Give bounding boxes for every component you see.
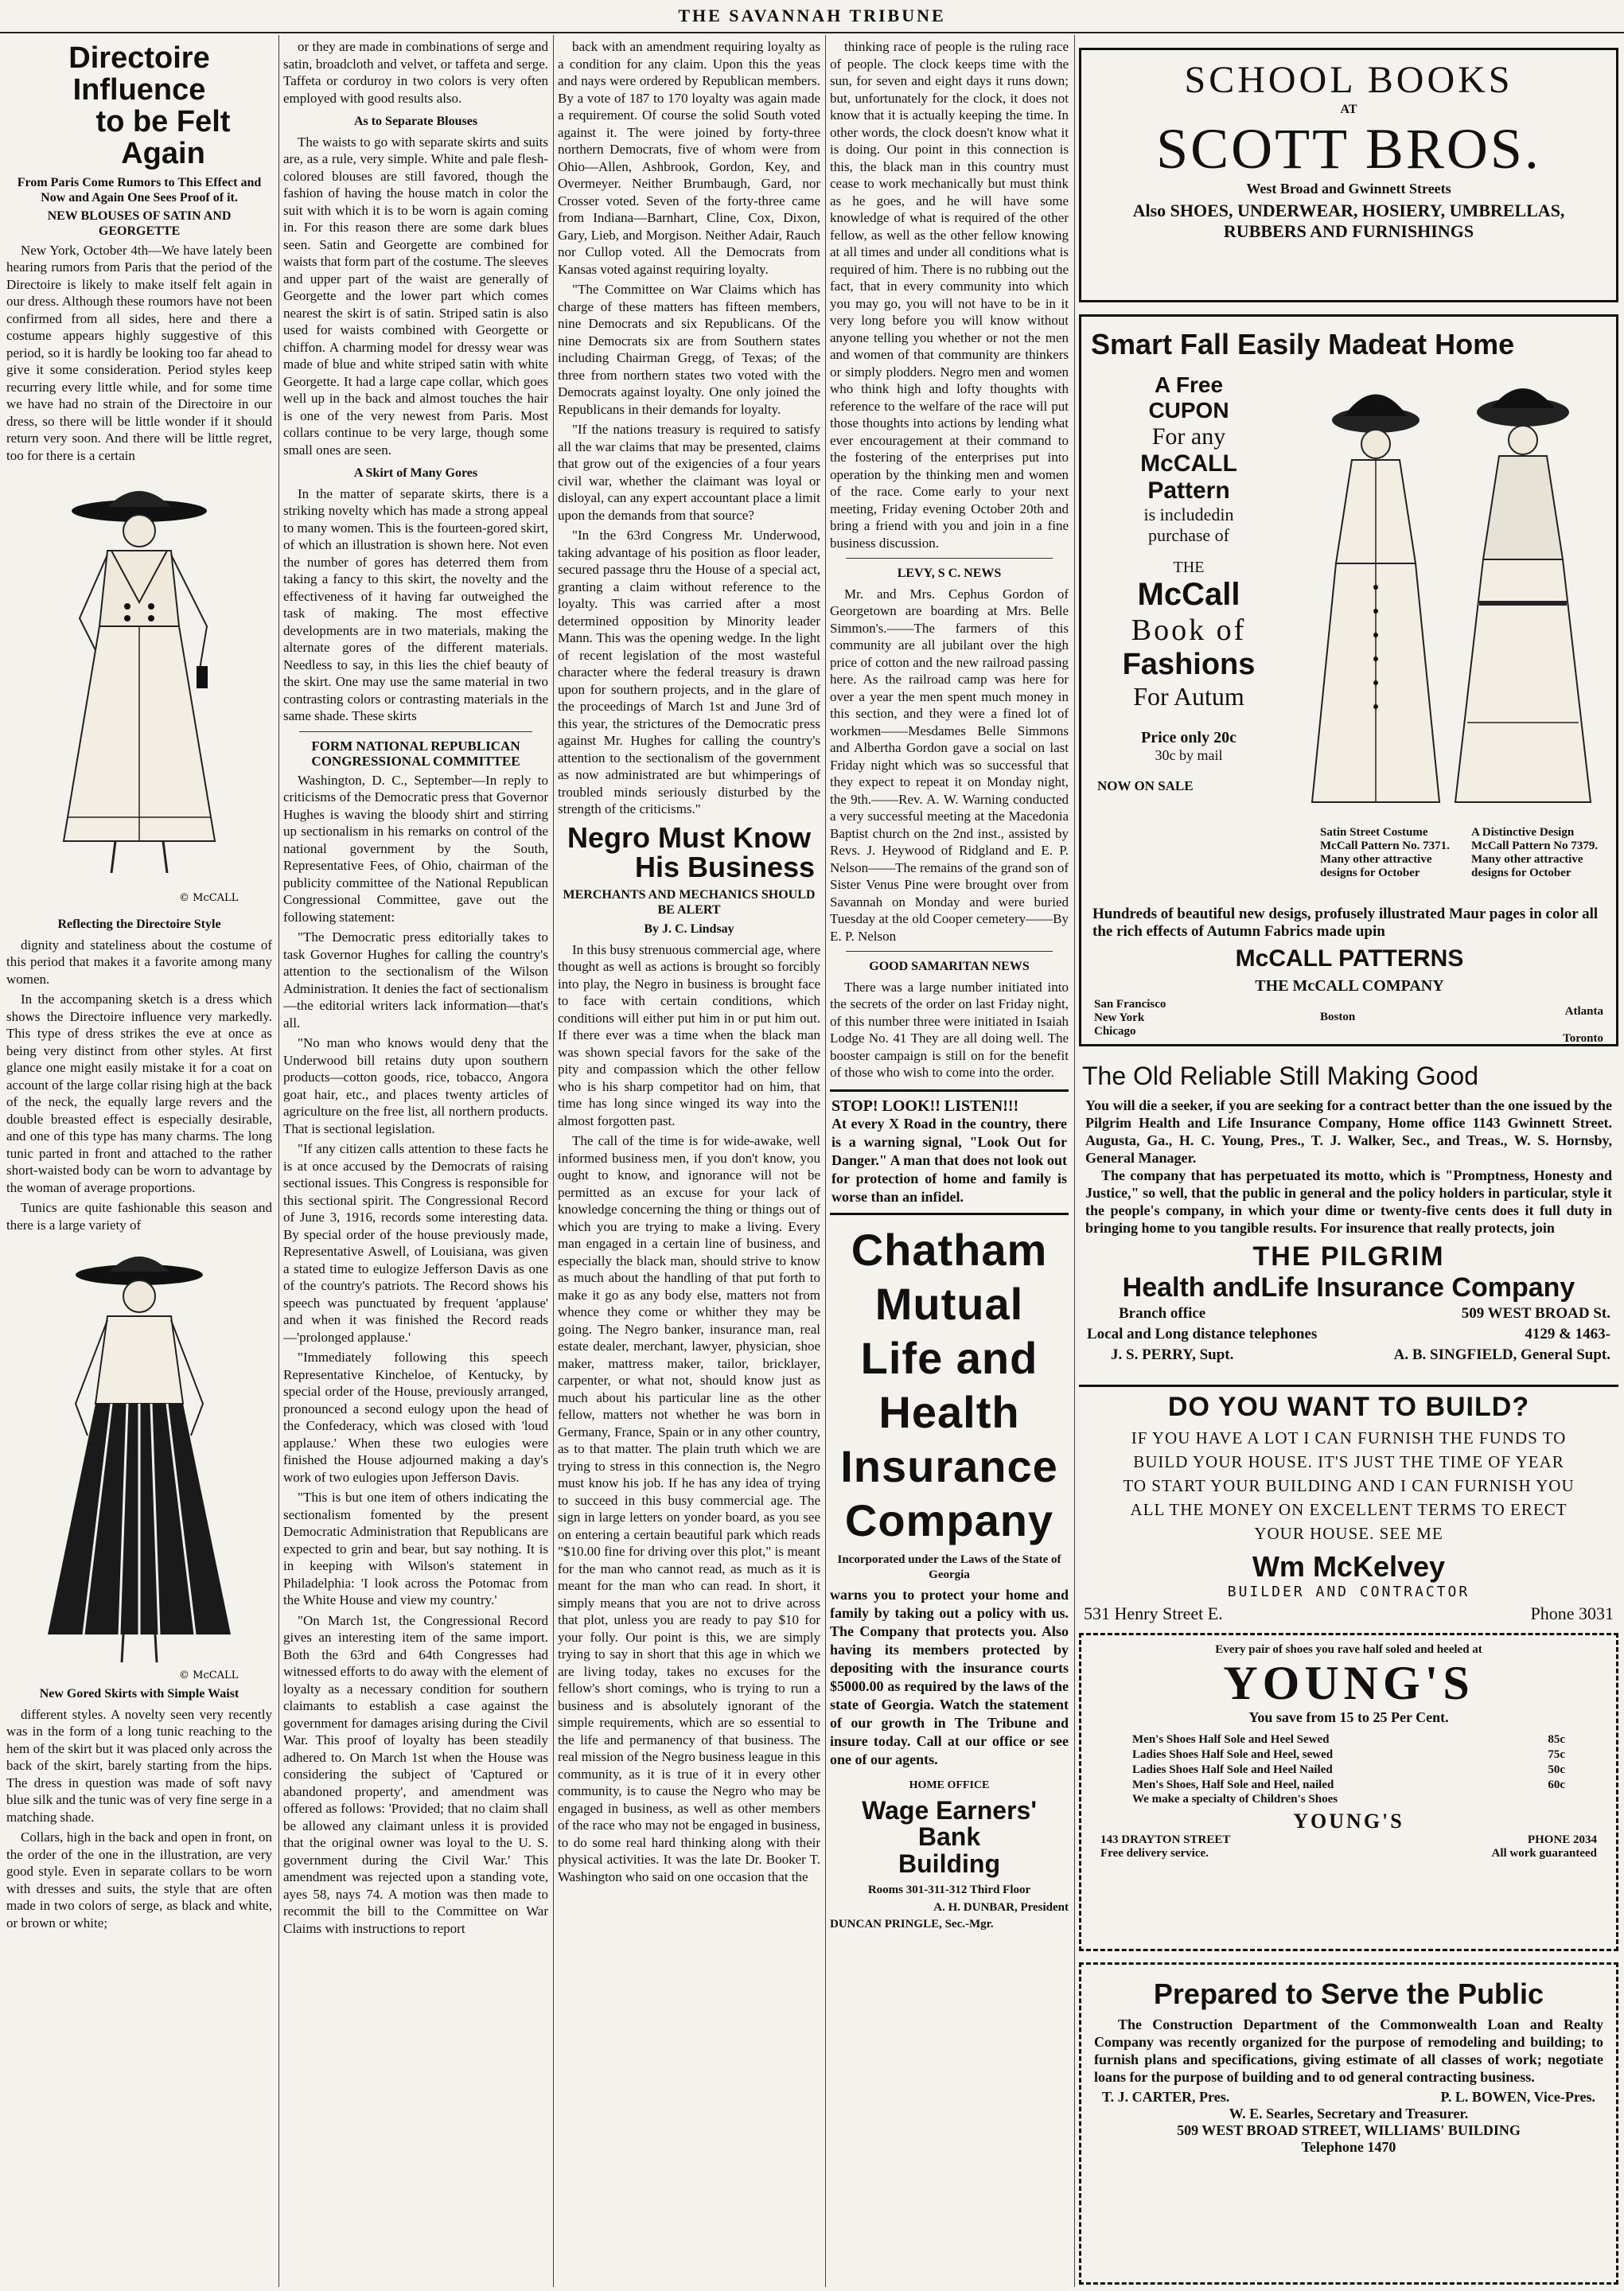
divider xyxy=(846,558,1053,559)
article-paragraph: In the accompaning sketch is a dress which shows the Directoire influence very markedly. This type of dress strikes the eve at once as being very distinct from other styles. At first glance one might easily mistake it for a coat on account of the large collar rising high at the back of the neck, the equally large revers and the double breasted effect is especially desirable, and one of this type has many charms. The long tunic parted in front and attached to the rather short-waisted body can be worn to advantage by the woman of average proportions. xyxy=(6,992,272,1195)
column-rule xyxy=(825,35,826,2287)
directoire-headline: Directoire Influence to be Felt Again xyxy=(68,41,231,170)
column-3 xyxy=(558,38,820,2286)
chatham-mutual-ad: Chatham Mutual Life and Health Insurance Company Incorporated under the Laws of the State of Georgia warns you to protect your home and family by taking out a policy with us. The Company that protects you. Also having its members protected by depositing with the insurance courts $5000.00 as required by the laws of the state of Georgia. Watch the statement of our growth in The Tribune and insure today. Call at our office or see one of our agents. HOME OFFICE Wage Earners' Bank Building Rooms 301-311-312 Third Floor A. H. DUNBAR, President DUNCAN PRINGLE, Sec.-Mgr. xyxy=(830,1225,1069,1931)
section-subhead: As to Separate Blouses xyxy=(353,115,478,128)
article-paragraph: Washington, D. C., September—In reply to criticisms of the Democratic press that Governor Hughes is waving the bloody shirt and stirring up sectionalism in his remarks on control of the national government by the South, Representative Fees, of Ohio, chairman of the publicity committee of the National Republican Congressional Committee, gave out the following statement: xyxy=(283,772,548,925)
article-paragraph: "Immediately following this speech Representative Kincheloe, of Kentucky, by special order of the House, previously arranged, pronounced a second eulogy upon the head of the Confederacy, which was closed with 'loud applause.' When these two eulogies were finished the House adjourned making a day's work of two eulogies upon Jefferson Davis. xyxy=(283,1350,548,1485)
negro-business-deck: MERCHANTS AND MECHANICS SHOULD BE ALERT xyxy=(563,888,816,918)
illustration-caption: New Gored Skirts with Simple Waist xyxy=(39,1687,240,1701)
mccall-offer: A Free CUPON For any McCALL Pattern is includedin purchase of THE McCall Book of Fashions For Autum Price only 20c 30c by mail NOW ON SALE xyxy=(1097,372,1256,793)
blouses-subhead: NEW BLOUSES OF SATIN AND GEORGETTE xyxy=(47,208,232,238)
youngs-title: YOUNG'S xyxy=(1223,1657,1474,1709)
mccall-credit: © McCALL xyxy=(179,1670,239,1682)
byline: By J. C. Lindsay xyxy=(644,922,734,937)
column-4 xyxy=(830,38,1069,2286)
article-paragraph: "If the nations treasury is required to satisfy all the war claims that may be presented, claims that grow out of the exigencies of a four years civil war, whether the claimant was loyal or disloyal, can any expert accountant place a limit upon the demands from that source? xyxy=(558,422,820,523)
article-paragraph: dignity and stateliness about the costume of this period that makes it a favorite among many women. xyxy=(6,937,272,987)
price-item-label: Men's Shoes, Half Sole and Heel, nailed xyxy=(1132,1779,1334,1791)
negro-business-headline: Negro Must Know His Business xyxy=(567,820,816,884)
article-paragraph: "On March 1st, the Congressional Record gives an interesting item of the same import. Both the 63rd and 64th Congresses had witnessed efforts to do away with the element of loyalty as a necessary condition for southern claimants to establish a case against the government for damages arising during the Civil War. This proof of loyalty has been steadily adhered to. On March 1st when the House was considering the subject of 'Captured or abandoned property', and amendment was offered as follows: 'Provided; that no claim shall be allowed any claimant unless it is provided that the original owner was loyal to the U. S. government during the Civil War.' This amendment was rejected upon a standing vote, ayes 58, nays 74. A motion was then made to recommit the bill to the Committee on War Claims with instructions to report xyxy=(283,1612,548,1936)
commonwealth-construction-ad: Prepared to Serve the Public The Construction Department of the Commonwealth Loan and Realty Company was recently organized for the purpose of remodeling and building; to furnish plans and specifications, giving estimate of all classes of work; negotiate loans for the purpose of building and to od general contracting business. T. J. CARTER, Pres. P. L. BOWEN, Vice-Pres. W. E. Searles, Secretary and Treasurer. 509 WEST BROAD STREET, WILLIAMS' BUILDING Telephone 1470 xyxy=(1079,1962,1618,2285)
column-2 xyxy=(283,38,548,2286)
article-paragraph: "This is but one item of others indicating the sectionalism fomented by the present Democratic Administration that Republicans are expected to grin and bear, but say nothing. It is in keeping with Wilson's statement in Philadelphia: 'I look across the Potomac from the White House and view my country.' xyxy=(283,1490,548,1607)
price-item-price: 60c xyxy=(1548,1779,1565,1791)
article-paragraph: "In the 63rd Congress Mr. Underwood, taking advantage of his position as floor leader, secured passage thru the House of a special act, granting a claim without reference to the loyalty. This was carried after a most determined opposition by Minority leader Mann. This was the opening wedge. In the light of recent legislation of the most wasteful character where the federal treasury is drawn upon for southern projects, and in the glare of the proceedings of March 1st and June 3rd of this year, the strictures of the Democratic press against Mr. Hughes for calling the country's attention to the sectionalism of the government as now administrated are but whimperings of troubled minds seriously disturbed by the strength of the criticisms." xyxy=(558,528,820,816)
price-item-price: 50c xyxy=(1548,1763,1565,1776)
mccall-cities-right: Atlanta Toronto xyxy=(1563,1005,1603,1045)
mccall-cities-left: San Francisco New York Chicago xyxy=(1094,998,1166,1038)
mccall-patterns-name: McCALL PATTERNS xyxy=(1235,945,1464,972)
article-paragraph: Collars, high in the back and open in front, on the order of the one in the illustration, are very good style. Even in separate collars to be worn with dresses and suits, the style that are often made in two colors of serge, as black and white, or brown or white; xyxy=(6,1829,272,1931)
mccall-patterns-ad: Smart Fall Easily Madeat Home A Free CUPON For any McCALL Pattern is includedin purchase of THE McCall Book of Fashions For Autum Price only 20c 30c by mail NOW ON SALE Satin Street Costume McCall Pattern No. 7371. Many other attractive designs for October A Distinctive Design McCall Pattern No 7379. Many other attractive designs for October Hundreds of beautiful new desigs, profusely illustrated Maur pages in color all the rich effects of Autumn Fabrics made upin McCALL PATTERNS THE McCALL COMPANY San Francisco New York Chicago Boston Atlanta Toronto xyxy=(1079,314,1618,1046)
article-paragraph: "No man who knows would deny that the Underwood bill retains duty upon southern products—cotton goods, rice, tobacco, Angora goat hair, etc., and places twenty articles of agriculture on the free list, all northern products. That is sectional legislation. xyxy=(283,1035,548,1136)
article-paragraph: different styles. A novelty seen very recently was in the form of a long tunic reaching to the hem of the skirt but it was placed only across the back of the skirt, barely starting from the hips. The dress in question was made of soft navy blue silk and the tunic was of very fine serge in a matching shade. xyxy=(6,1706,272,1825)
article-paragraph: "The Committee on War Claims which has charge of these matters has fifteen members, nine Democrats and six Republicans. Of the nine Democrats six are from Southern states including Chairman Gregg, of Texas; of the three from northern states two voted with the Democrats against loyalty. One only joined the Republicans in their demands for loyalty. xyxy=(558,282,820,417)
article-paragraph: "If any citizen calls attention to these facts he is at once accused by the Democrats of raising sectional issues. This Congress is responsible for this sectional spirit. The Congressional Record of June 3, 1916, records some interesting data. By special order of the house previously made, Representative Aswell, of Louisiana, was given a stated time to eulogize Jefferson Davis as one of the country's patriots. The Record shows his speech was punctuated by frequent 'applause' and when it was finished the Record reads—'prolonged applause.' xyxy=(283,1141,548,1345)
article-paragraph: The waists to go with separate skirts and suits are, as a rule, very simple. White and pale flesh-colored blouses are still favored, though the fashion of having the house match in color the suit with which it is to be worn is again coming in. For this reason there are some dark blues seen. Satin and Georgette are combined for waists that form part of the costume. The sleeves and upper part of the waist are generally of Georgette and the lower part which comes nearest the skirt is of satin. Striped satin is also used for waists combined with Georgette or chiffon. A charming model for dressy wear was made of blue and white striped satin with white Georgette. It had a large cape collar, which goes well up in the back and almost touches the hair is one of the very newest from Paris. Most collars continue to be very large, though some small ones are seen. xyxy=(283,134,548,458)
mccall-fashion-illustration xyxy=(1296,372,1606,818)
pilgrim-insurance-ad: The Old Reliable Still Making Good You will die a seeker, if you are seeking for a contract better than the one issued by the Pilgrim Health and Life Insurance Company, Home office 1143 Gwinnett Street. Augusta, Ga., H. C. Young, Pres., T. J. Walker, Sec., and Treas., W. S. Hornsby, General Manager. The company that has perpetuated its motto, which is "Promptness, Honesty and Justice," so well, that the public in general and the policy holders in particular, style it the people's company, in which your dime or twenty-five cents does it full duty in bringing home to you tangible results. For insurence that really protects, join THE PILGRIM Health andLife Insurance Company Branch office 509 WEST BROAD St. Local and Long distance telephones 4129 & 1463- J. S. PERRY, Supt. A. B. SINGFIELD, General Supt. xyxy=(1082,1062,1612,1363)
price-item-label: Ladies Shoes Half Sole and Heel Nailed xyxy=(1132,1763,1333,1776)
mccall-caption-2: A Distinctive Design McCall Pattern No 7379. Many other attractive designs for October xyxy=(1471,826,1599,879)
price-item-label: Men's Shoes Half Sole and Heel Sewed xyxy=(1132,1733,1330,1746)
article-paragraph: The call of the time is for wide-awake, well informed business men, if you don't know, you ought to know, and ignorance will not be permitted as an excuse for your lack of knowledge concerning the thing or things out of which you are trying to make a living. Every man engaged in a certain line of business, and especially the black man, should strive to know as much about the handling of that put forth to make it go as any body else, matters not from whence they come or whither they may be going. The Negro banker, insurance man, real estate dealer, merchant, lawyer, physician, shoe maker, mattress maker, tailor, bricklayer, carpenter, or what not, should know just as much about his particular line as the other fellow, matters not whether he was born in Germany, France, Spain or in any other country, as to that matter. The plain truth which we are trying to stress in this connection is, the Negro must know his job. If he has any idea of trying to succeed in this busy commercial age. The sign in large letters on yonder board, as you see on entering a certain beautiful park which reads "$10.00 fine for driving over this plot," is meant for the man who cannot read, as much as it is meant for the man who can read. In short, it simply means that you are not to drive across that plot, unless you are ready to pay $10 for your folly. Our point is this, we are simply trying to say in short that this age in which we are living today, takes no excuses for the fellow's short comings, who is trying to run a business and is absolutely ignorant of the simple requirements, which are so essential to the life and permanency of that business. The real mission of the Negro business league in this community, as it is true of it in every other community, is to cause the Negro who may be engaged in business, as well as other members of the race who may not be engaged in business, to do some real hard thinking along with their physical activities. It was the late Dr. Booker T. Washington who said on one occasion that the xyxy=(558,1133,820,1884)
price-list-item xyxy=(1132,1732,1565,1747)
article-paragraph: back with an amendment requiring loyalty as a condition for any claim. Upon this the yeas and nays were ordered by Republican members. By a vote of 187 to 170 loyalty was again made a requirement. Of course the solid South voted against it. The were joined by forty-three northern Democrats, five of whom were from Ohio—Allen, Ashbrook, Gordon, Key, and Overmeyer. Neither Brumbaugh, Gard, nor Crosser voted. Seven of the forty-three came from Indiana—Barnhart, Cline, Cox, Dixon, Gary, Lieb, and Morgison. Neither Adair, Rauch nor Cullop voted. All the Democrats from Kansas voted against requiring loyalty. xyxy=(558,39,820,277)
youngs-price-list xyxy=(1100,1732,1597,1793)
illustration-caption: Reflecting the Directoire Style xyxy=(57,918,221,932)
article-paragraph: New York, October 4th—We have lately been hearing rumors from Paris that the period of the Directoire is likely to make itself felt again in our dress. Although these roumors have not been confirmed from all sides, here and there a costume appears highly suggestive of this period, so it is hardly be looking too far ahead to give it some consideration. Period styles keep recurring every little while, and for some time we have had no strain of the Directoire in our dress, so there will be little wonder if it should return very soon. And there will be little regret, too for there is a certain xyxy=(6,242,272,463)
mckelvey-builder-ad: DO YOU WANT TO BUILD? IF YOU HAVE A LOT I CAN FURNISH THE FUNDS TO BUILD YOUR HOUSE. IT'S JUST THE TIME OF YEAR TO START YOUR BUILDING AND I CAN FURNISH YOU ALL THE MONEY ON EXCELLENT TERMS TO ERECT YOUR HOUSE. SEE ME Wm McKelvey BUILDER AND CONTRACTOR 531 Henry Street E. Phone 3031 xyxy=(1079,1385,1618,1626)
article-paragraph: There was a large number initiated into the secrets of the order on last Friday night, of this number three were initiated in Isaiah Lodge No. 41 They are all doing well. The booster campaign is still on for the benefit of those who wish to come into the order. xyxy=(830,979,1069,1080)
price-list-item xyxy=(1132,1778,1565,1793)
directoire-dress-illustration xyxy=(20,467,259,913)
article-paragraph: Mr. and Mrs. Cephus Gordon of Georgetown are boarding at Mrs. Belle Simmon's.——The farmers of this community are all jubilant over the high price of cotton and the new railroad passing here. As the railroad camp was here for over a year the men spent much money in this section, and they were a fined lot of workmen——Mesdames Belle Simmons and Albertha Gordon gave a social on last Friday night which was so successful that they expect to repeat it on Monday night, the 9th.——Rev. A. W. Warning conducted a very successful meeting at the Macedonia Baptist church on the 2nd inst., assisted by Revs. J. Heywood of Ridgland and E. P. Nelson——The remains of the grand son of Sister Venus Pine were brought over from Savannah on Monday and were buried Tuesday at the old Cooper cemetery——By E. P. Nelson xyxy=(830,586,1069,944)
good-samaritan-heading: GOOD SAMARITAN NEWS xyxy=(869,960,1030,973)
price-item-label: Ladies Shoes Half Sole and Heel, sewed xyxy=(1132,1748,1334,1761)
article-paragraph: Tunics are quite fashionable this season and there is a large variety of xyxy=(6,1200,272,1233)
price-list-item xyxy=(1132,1763,1565,1778)
republican-committee-headline: FORM NATIONAL REPUBLICAN CONGRESSIONAL COMMITTEE xyxy=(311,738,520,769)
article-paragraph: In this busy strenuous commercial age, where thought as well as actions is brought so forcibly into play, the Negro in business is brought face to face with certain conditions, which conditions will either put him in or put him out. If there ever was a time when the black man was shown special favors for the sake of the pity and compassion which the other fellow who is his sharp competitor had on him, that time has long since winged its way into the almost forgotten past. xyxy=(558,941,820,1128)
column-rule xyxy=(553,35,554,2287)
divider xyxy=(846,951,1053,952)
column-1 xyxy=(6,38,272,2286)
youngs-shoe-repair-ad: Every pair of shoes you rave half soled and heeled at YOUNG'S You save from 15 to 25 Per Cent. Men's Shoes Half Sole and Heel Sewed 85c Ladies Shoes Half Sole and Heel, sewed 75c Ladies Shoes Half Sole and Heel Nailed 50c Men's Shoes, Half Sole and Heel, nailed 60c We make a specialty of Children's Shoes YOUNG'S 143 DRAYTON STREET PHONE 2034 Free delivery service. All work guaranteed xyxy=(1079,1633,1618,1951)
price-item-price: 85c xyxy=(1548,1733,1565,1746)
mccall-caption-1: Satin Street Costume McCall Pattern No. 7371. Many other attractive designs for October xyxy=(1320,826,1450,879)
gored-skirt-illustration xyxy=(20,1237,259,1682)
article-paragraph: thinking race of people is the ruling race of people. The clock keeps time with the sun, for seven and eight days it runs down; but, unfortunately for the clock, it does not know that it is actually keeping the time. In other words, the clock doesn't know what it is doing. Our point in this connection is this, the black man in this country must cease to work mechanically but must think as he goes, and he will have some knowledge of what is required of the other fellow, as well as the other fellow knowing at all times and under all conditions what is required of him. There is no rubbing out the fact, that in every community into which you may go, you will not have to be in it very long before you will know without anyone telling you whether or not the men and women of that community are thinkers or simply plodders. Negro men and women who think high and lofty thoughts with reference to the welfare of the race will put those thoughts into actions by lending what ever encouragement at their command to the fostering of the enterprises put into operation by the thinking men and women of the race. Come early to your next meeting, Friday evening October 20th and bring a friend with you and join in a fine business discussion. xyxy=(830,39,1069,551)
section-subhead: A Skirt of Many Gores xyxy=(353,466,478,480)
divider xyxy=(299,731,532,732)
column-rule xyxy=(1074,35,1075,2287)
article-paragraph: "The Democratic press editorially takes to task Governor Hughes for calling the country's attention to the sectionalism of the Wilson Administration. It denies the fact of sectionalism—the editorial writers lack information—that's all. xyxy=(283,929,548,1031)
column-rule xyxy=(278,35,279,2287)
mccall-credit: © McCALL xyxy=(179,892,239,905)
levy-news-heading: LEVY, S C. NEWS xyxy=(897,567,1002,580)
directoire-deck: From Paris Come Rumors to This Effect and Now and Again One Sees Proof of it. xyxy=(17,175,262,205)
article-paragraph: or they are made in combinations of serge and satin, broadcloth and velvet, or taffeta and serge. Taffeta or corduroy in two colors is very often employed with good results also. xyxy=(283,39,548,106)
scott-bros-ad: SCHOOL BOOKS AT SCOTT BROS. West Broad and Gwinnett Streets Also SHOES, UNDERWEAR, HOSIERY, UMBRELLAS, RUBBERS AND FURNISHINGS xyxy=(1079,48,1618,302)
article-paragraph: In the matter of separate skirts, there is a striking novelty which has made a strong appeal to many women. This is the fourteen-gored skirt, of which an illustration is shown here. Not even the number of gores has deterred them from taking a fancy to this skirt, the novelty and the effectiveness of it having far outweighed the task of making. The most effective developments are in two materials, making the alternate gores of the different materials. Needless to say, in this lies the chief beauty of the skirt. One may use the same material in two contrasting colors or contrasting materials in the same shade. These skirts xyxy=(283,485,548,723)
price-list-item xyxy=(1132,1747,1565,1763)
stop-look-listen-ad: STOP! LOOK!! LISTEN!!! At every X Road in the country, there is a warning signal, "Look Out for Danger." A man that does not look out for protection of home and family is worse than an infidel. xyxy=(830,1089,1069,1216)
masthead: THE SAVANNAH TRIBUNE xyxy=(0,0,1624,33)
price-item-price: 75c xyxy=(1548,1748,1565,1761)
